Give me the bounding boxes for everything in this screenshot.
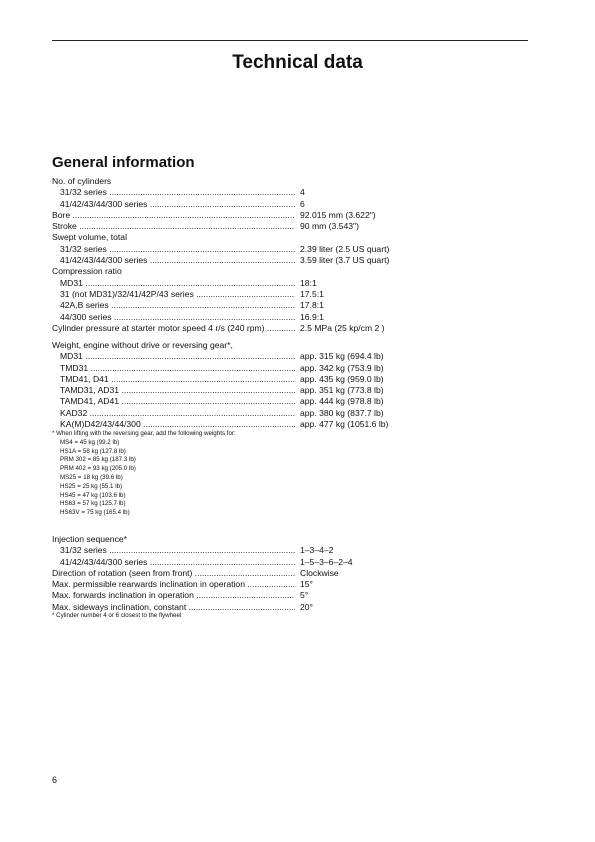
spec-row <box>52 323 552 334</box>
spec-row <box>52 351 552 362</box>
page-title: Technical data <box>232 52 363 73</box>
weight-note-item: HS25 = 25 kg (55.1 lb) <box>60 482 123 490</box>
spec-row <box>52 278 552 289</box>
weight-note: * When lifting with the reversing gear, add the following weights for: <box>52 430 236 437</box>
spec-block-injection <box>52 534 552 613</box>
spec-row <box>52 187 552 198</box>
spec-value: 4 <box>300 187 305 198</box>
spec-row <box>52 244 552 255</box>
spec-value: app. 351 kg (773.8 lb) <box>300 385 384 396</box>
spec-row <box>52 340 552 351</box>
spec-label: TAMD41, AD41 ..... <box>60 396 295 407</box>
weight-note-item: PRM 302 = 85 kg (187.3 lb) <box>60 456 136 464</box>
spec-value: 1–5–3–6–2–4 <box>300 556 353 567</box>
weight-note-item: MS25 = 18 kg (39.6 lb) <box>60 473 123 481</box>
spec-block-weight <box>52 340 552 430</box>
spec-value: app. 315 kg (694.4 lb) <box>300 351 384 362</box>
weight-note-block <box>52 430 552 518</box>
spec-block-general <box>52 176 552 334</box>
spec-label: KA(M)D42/43/44/300 ..... <box>60 419 295 430</box>
spec-value: Clockwise <box>300 567 339 578</box>
spec-value: 16.9:1 <box>300 311 324 322</box>
spec-label: Stroke ..... <box>52 221 295 232</box>
spec-label: Injection sequence* <box>52 534 128 544</box>
spec-row <box>52 210 552 221</box>
weight-note-item: MS4 = 45 kg (99.2 lb) <box>60 438 120 446</box>
spec-value: app. 477 kg (1051.6 lb) <box>300 419 389 430</box>
spec-label: Cylinder pressure at starter motor speed 4 r/s (240 rpm) ..... <box>52 323 295 334</box>
section-title: General information <box>52 154 195 171</box>
spec-value: 1–3–4–2 <box>300 545 334 556</box>
spec-value: app. 380 kg (837.7 lb) <box>300 407 384 418</box>
spec-label: KAD32 ..... <box>60 408 295 419</box>
page-number: 6 <box>52 775 58 785</box>
spec-label: Max. permissible rearwards inclination in operation ..... <box>52 579 295 590</box>
weight-note-item: PRM 402 = 93 kg (205.0 lb) <box>60 465 136 473</box>
spec-value: app. 444 kg (978.8 lb) <box>300 396 384 407</box>
spec-label: Swept volume, total <box>52 232 127 243</box>
spec-row <box>52 289 552 300</box>
spec-value: 15° <box>300 579 313 590</box>
spec-value: 18:1 <box>300 277 317 288</box>
spec-label: Bore ..... <box>52 210 295 221</box>
spec-value: 5° <box>300 590 309 601</box>
spec-label: MD31 ..... <box>60 351 295 362</box>
spec-label: 31/32 series ..... <box>60 187 295 198</box>
spec-row <box>52 568 552 579</box>
spec-label: No. of cylinders <box>52 176 112 186</box>
spec-value: app. 342 kg (753.9 lb) <box>300 362 384 373</box>
spec-label: Max. sideways inclination, constant ..... <box>52 602 295 613</box>
spec-row <box>52 385 552 396</box>
spec-row <box>52 232 552 243</box>
spec-label: MD31 ..... <box>60 278 295 289</box>
spec-value: 2.5 MPa (25 kp/cm 2 ) <box>300 322 385 333</box>
spec-row <box>52 266 552 277</box>
spec-value: 6 <box>300 198 305 209</box>
spec-label: 41/42/43/44/300 series ..... <box>60 199 295 210</box>
spec-row <box>52 300 552 311</box>
spec-row <box>52 255 552 266</box>
weight-note-item: HS63 = 57 kg (125.7 lb) <box>60 500 126 508</box>
spec-row <box>52 557 552 568</box>
spec-label: 41/42/43/44/300 series ..... <box>60 557 295 568</box>
spec-label: 41/42/43/44/300 series ..... <box>60 255 295 266</box>
spec-label: Max. forwards inclination in operation ..... <box>52 590 295 601</box>
spec-row <box>52 579 552 590</box>
spec-row <box>52 534 552 545</box>
spec-row <box>52 312 552 323</box>
spec-row <box>52 590 552 601</box>
cylinder-note: * Cylinder number 4 or 6 closest to the flywheel <box>52 612 182 619</box>
weight-note-item: HS1A = 58 kg (127.8 lb) <box>60 447 126 455</box>
spec-label: Weight, engine without drive or reversing gear*, <box>52 340 233 350</box>
spec-label: 31 (not MD31)/32/41/42P/43 series ..... <box>60 289 295 300</box>
spec-label: TMD41, D41 ..... <box>60 374 295 385</box>
spec-label: 44/300 series ..... <box>60 312 295 323</box>
spec-row <box>52 396 552 407</box>
spec-row <box>52 419 552 430</box>
spec-row <box>52 374 552 385</box>
spec-value: 17.8:1 <box>300 300 324 311</box>
spec-value: 20° <box>300 601 313 612</box>
spec-label: 31/32 series ..... <box>60 244 295 255</box>
spec-row <box>52 545 552 556</box>
spec-label: TMD31 ..... <box>60 363 295 374</box>
cylinder-note-block <box>52 612 552 621</box>
spec-value: 2.39 liter (2.5 US quart) <box>300 243 390 254</box>
spec-row <box>52 363 552 374</box>
top-rule <box>52 40 528 41</box>
spec-value: 3.59 liter (3.7 US quart) <box>300 255 390 266</box>
weight-note-item: HS63V = 75 kg (165.4 lb) <box>60 509 130 517</box>
spec-row <box>52 176 552 187</box>
spec-row <box>52 221 552 232</box>
spec-label: Direction of rotation (seen from front) ..... <box>52 568 295 579</box>
spec-label: 31/32 series ..... <box>60 545 295 556</box>
spec-value: 90 mm (3.543") <box>300 221 359 232</box>
spec-value: 17.5:1 <box>300 288 324 299</box>
spec-row <box>52 408 552 419</box>
spec-value: 92.015 mm (3.622") <box>300 209 376 220</box>
spec-label: TAMD31, AD31 ..... <box>60 385 295 396</box>
spec-value: app. 435 kg (959.0 lb) <box>300 373 384 384</box>
weight-note-item: HS45 = 47 kg (103.6 lb) <box>60 491 126 499</box>
spec-label: 42A,B series ..... <box>60 300 295 311</box>
spec-row <box>52 199 552 210</box>
spec-label: Compression ratio <box>52 266 122 277</box>
